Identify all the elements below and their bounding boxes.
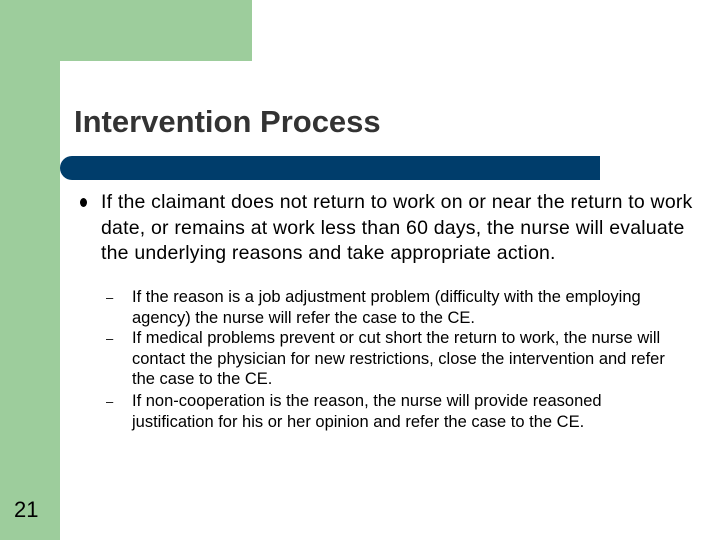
slide-title: Intervention Process bbox=[74, 104, 381, 139]
sub-bullet-text: If medical problems prevent or cut short the return to work, the nurse will contact the physician for new restrictions, close the intervention and refer the case to the CE. bbox=[132, 329, 665, 389]
title-underline-bar bbox=[60, 156, 600, 180]
main-bullet-text: If the claimant does not return to work on or near the return to work date, or remains at work less than 60 days, the nurse will evaluate the underlying reasons and take appropriate action. bbox=[101, 191, 693, 264]
dash-icon: – bbox=[106, 331, 114, 346]
sub-bullet-text: If non-cooperation is the reason, the nurse will provide reasoned justification for his or her opinion and refer the case to the CE. bbox=[132, 392, 602, 431]
bullet-icon bbox=[80, 198, 87, 207]
green-side-band bbox=[0, 0, 60, 540]
dash-icon: – bbox=[106, 394, 114, 409]
dash-icon: – bbox=[106, 290, 114, 305]
page-number: 21 bbox=[14, 497, 39, 522]
sub-bullet-text: If the reason is a job adjustment problem (difficulty with the employing agency) the nurse will refer the case to the CE. bbox=[132, 288, 641, 327]
green-top-band bbox=[0, 0, 252, 61]
